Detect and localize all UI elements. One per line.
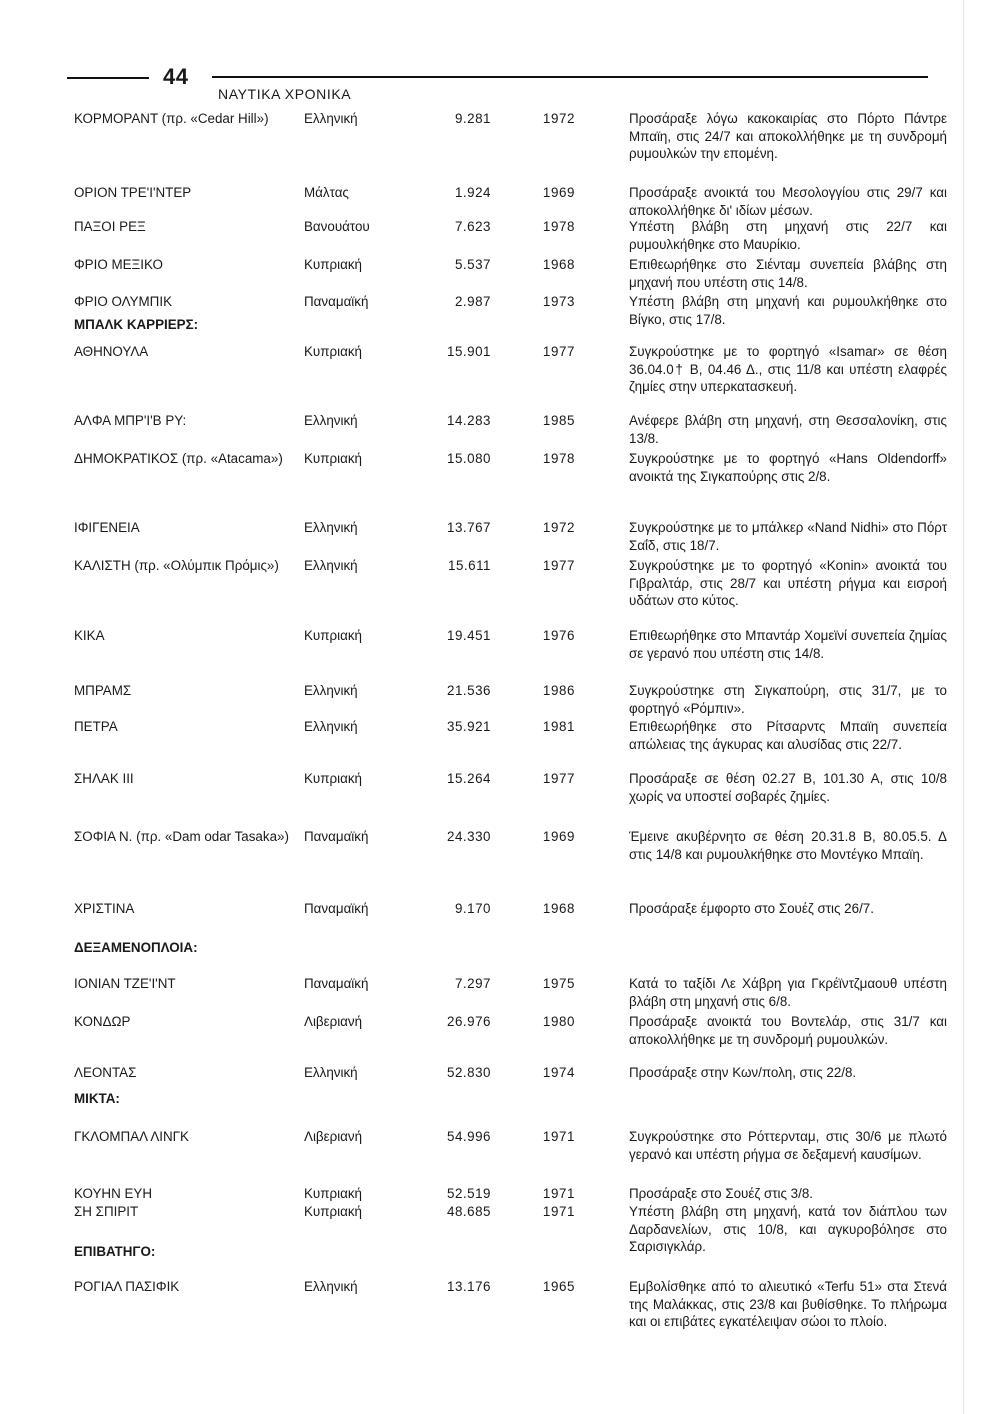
ship-flag: Μάλτας — [304, 185, 349, 200]
ship-tonnage: 15.901 — [447, 344, 491, 359]
incident-description: Επιθεωρήθηκε στο Ρίτσαρντς Μπαϊη συνεπεία απώλειας της άγκυρας και αλυσίδας στις 22/7. — [629, 719, 947, 752]
ship-name: ΑΘΗΝΟΥΛΑ — [74, 344, 149, 359]
ship-entry — [74, 770, 947, 805]
ship-tonnage: 21.536 — [447, 683, 491, 698]
incident-description: Συγκρούστηκε στο Ρόττερνταμ, στις 30/6 με πλωτό γερανό και υπέστη ρήγμα σε δεξαμενή καυσίμων. — [629, 1129, 947, 1162]
ship-tonnage: 24.330 — [447, 829, 491, 844]
section-heading: ΜΙΚΤΑ: — [74, 1091, 120, 1106]
ship-build-year: 1978 — [542, 451, 576, 466]
ship-name: ΛΕΟΝΤΑΣ — [74, 1065, 137, 1080]
ship-entry — [74, 557, 947, 610]
ship-flag: Κυπριακή — [304, 1204, 362, 1219]
ship-flag: Λιβεριανή — [304, 1014, 363, 1029]
ship-flag: Ελληνική — [304, 111, 358, 126]
ship-entry — [74, 1013, 947, 1048]
incident-description: Ανέφερε βλάβη στη μηχανή, στη Θεσσαλονίκη, στις 13/8. — [629, 413, 947, 446]
ship-entry — [74, 450, 947, 485]
ship-build-year: 1965 — [542, 1279, 576, 1294]
ship-entry — [74, 718, 947, 753]
ship-tonnage: 7.297 — [454, 976, 491, 991]
ship-flag: Ελληνική — [304, 413, 358, 428]
ship-entry — [74, 1203, 947, 1256]
ship-tonnage: 15.264 — [447, 771, 491, 786]
incident-description: Συγκρούστηκε με το μπάλκερ «Nand Nidhi» στο Πόρτ Σαΐδ, στις 18/7. — [629, 520, 947, 553]
incident-description: Υπέστη βλάβη στη μηχανή και ρυμουλκήθηκε στο Βίγκο, στις 17/8. — [629, 294, 947, 327]
ship-name: ΚΑΛΙΣΤΗ (πρ. «Ολύμπικ Πρόμις») — [74, 558, 279, 573]
ship-tonnage: 26.976 — [447, 1014, 491, 1029]
ship-entry — [74, 110, 947, 163]
ship-flag: Παναμαϊκή — [304, 294, 369, 309]
ship-entry — [74, 343, 947, 396]
section-heading: ΕΠΙΒΑΤΗΓΟ: — [74, 1244, 156, 1259]
ship-entry — [74, 682, 947, 717]
section-heading: ΜΠΑΛΚ ΚΑΡΡΙΕΡΣ: — [74, 317, 199, 332]
ship-flag: Λιβεριανή — [304, 1129, 363, 1144]
ship-tonnage: 13.176 — [447, 1279, 491, 1294]
ship-entry — [74, 975, 947, 1010]
incident-description: Εμβολίσθηκε από το αλιευτικό «Terfu 51» στα Στενά της Μαλάκκας, στις 23/8 και βυθίσθηκε. Το πλήρωμα και οι επιβάτες εγκατέλειψαν σώοι το πλοίο. — [629, 1279, 947, 1330]
ship-build-year: 1973 — [542, 294, 576, 309]
ship-build-year: 1968 — [542, 257, 576, 272]
incident-description: Συγκρούστηκε με το φορτηγό «Isamar» σε θέση 36.04.0† Β, 04.46 Δ., στις 11/8 και υπέστη ελαφρές ζημίες στην υπερκατασκευή. — [629, 344, 947, 395]
incident-description: Προσάραξε λόγω κακοκαιρίας στο Πόρτο Πάντρε Μπαϊη, στις 24/7 και αποκολλήθηκε με τη συνδρομή ρυμουλκών την επομένη. — [629, 111, 947, 162]
ship-flag: Ελληνική — [304, 520, 358, 535]
ship-tonnage: 5.537 — [454, 257, 491, 272]
incident-description: Προσάραξε έμφορτο στο Σουέζ στις 26/7. — [629, 901, 874, 916]
ship-entry — [74, 1064, 947, 1082]
ship-name: ΔΗΜΟΚΡΑΤΙΚΟΣ (πρ. «Atacama») — [74, 451, 283, 466]
ship-name: ΙΟΝΙΑΝ ΤΖΕ'Ι'ΝΤ — [74, 976, 176, 991]
ship-build-year: 1981 — [542, 719, 576, 734]
ship-tonnage: 14.283 — [447, 413, 491, 428]
incident-description: Προσάραξε ανοικτά του Μεσολογγίου στις 29/7 και αποκολλήθηκε δι' ιδίων μέσων. — [629, 185, 947, 218]
ship-flag: Παναμαϊκή — [304, 829, 369, 844]
ship-name: ΓΚΛΟΜΠΑΛ ΛΙΝΓΚ — [74, 1129, 189, 1144]
header-rule-left — [67, 77, 149, 79]
ship-name: ΣΟΦΙΑ Ν. (πρ. «Dam odar Tasaka») — [74, 829, 289, 844]
ship-name: ΑΛΦΑ ΜΠΡ'Ι'Β ΡΥ: — [74, 413, 187, 428]
ship-build-year: 1977 — [542, 771, 576, 786]
ship-tonnage: 19.451 — [447, 628, 491, 643]
ship-build-year: 1968 — [542, 901, 576, 916]
ship-tonnage: 54.996 — [447, 1129, 491, 1144]
ship-entry — [74, 900, 947, 918]
ship-flag: Κυπριακή — [304, 257, 362, 272]
ship-flag: Κυπριακή — [304, 771, 362, 786]
ship-tonnage: 9.281 — [454, 111, 491, 126]
ship-flag: Ελληνική — [304, 683, 358, 698]
ship-entry — [74, 828, 947, 863]
ship-build-year: 1971 — [542, 1129, 576, 1144]
ship-build-year: 1978 — [542, 219, 576, 234]
ship-entry — [74, 1185, 947, 1203]
incident-description: Προσάραξε στο Σουέζ στις 3/8. — [629, 1186, 813, 1201]
ship-build-year: 1969 — [542, 829, 576, 844]
ship-flag: Ελληνική — [304, 1065, 358, 1080]
ship-name: ΡΟΓΙΑΛ ΠΑΣΙΦΙΚ — [74, 1279, 180, 1294]
ship-tonnage: 35.921 — [447, 719, 491, 734]
ship-build-year: 1972 — [542, 520, 576, 535]
ship-entry — [74, 519, 947, 554]
ship-flag: Ελληνική — [304, 1279, 358, 1294]
ship-entry — [74, 627, 947, 662]
ship-tonnage: 7.623 — [454, 219, 491, 234]
ship-build-year: 1977 — [542, 344, 576, 359]
ship-build-year: 1971 — [542, 1186, 576, 1201]
ship-entry — [74, 412, 947, 447]
ship-tonnage: 48.685 — [447, 1204, 491, 1219]
incident-description: Συγκρούστηκε με το φορτηγό «Konin» ανοικτά του Γιβραλτάρ, στις 28/7 και υπέστη ρήγμα και εισροή υδάτων στο κύτος. — [629, 558, 947, 609]
ship-flag: Παναμαϊκή — [304, 901, 369, 916]
ship-flag: Κυπριακή — [304, 1186, 362, 1201]
journal-title: ΝΑΥΤΙΚΑ ΧΡΟΝΙΚΑ — [218, 86, 352, 102]
ship-build-year: 1977 — [542, 558, 576, 573]
ship-tonnage: 1.924 — [454, 185, 491, 200]
ship-tonnage: 2.987 — [454, 294, 491, 309]
ship-tonnage: 9.170 — [454, 901, 491, 916]
ship-build-year: 1986 — [542, 683, 576, 698]
ship-name: ΚΟΝΔΩΡ — [74, 1014, 131, 1029]
incident-description: Επιθεωρήθηκε στο Μπαντάρ Χομεϊνί συνεπεία ζημίας σε γερανό που υπέστη στις 14/8. — [629, 628, 947, 661]
ship-tonnage: 52.830 — [447, 1065, 491, 1080]
ship-tonnage: 15.611 — [448, 558, 491, 573]
ship-entry — [74, 293, 947, 328]
incident-description: Έμεινε ακυβέρνητο σε θέση 20.31.8 Β, 80.05.5. Δ στις 14/8 και ρυμουλκήθηκε στο Μοντέγκο Μπαϊη. — [629, 829, 947, 862]
ship-build-year: 1972 — [542, 111, 576, 126]
incident-description: Συγκρούστηκε στη Σιγκαπούρη, στις 31/7, με το φορτηγό «Ρόμπιν». — [629, 683, 947, 716]
incident-description: Επιθεωρήθηκε στο Σιένταμ συνεπεία βλάβης στη μηχανή που υπέστη στις 14/8. — [629, 257, 947, 290]
incident-description: Υπέστη βλάβη στη μηχανή, κατά τον διάπλου των Δαρδανελίων, στις 10/8, και αγκυροβόλησε στο Σαρισιγκλάρ. — [629, 1204, 947, 1255]
ship-build-year: 1969 — [542, 185, 576, 200]
ship-name: ΜΠΡΑΜΣ — [74, 683, 132, 698]
ship-entry — [74, 184, 947, 219]
ship-tonnage: 13.767 — [447, 520, 491, 535]
incident-description: Προσάραξε σε θέση 02.27 Β, 101.30 Α, στις 10/8 χωρίς να υποστεί σοβαρές ζημίες. — [629, 771, 947, 804]
ship-entry — [74, 1128, 947, 1163]
ship-name: ΠΕΤΡΑ — [74, 719, 118, 734]
ship-name: ΟΡΙΟΝ ΤΡΕ'Ι'ΝΤΕΡ — [74, 185, 192, 200]
ship-name: ΧΡΙΣΤΙΝΑ — [74, 901, 135, 916]
ship-name: ΚΟΡΜΟΡΑΝΤ (πρ. «Cedar Hill») — [74, 111, 269, 126]
ship-flag: Παναμαϊκή — [304, 976, 369, 991]
header-rule-right — [212, 76, 928, 78]
ship-build-year: 1985 — [542, 413, 576, 428]
ship-flag: Κυπριακή — [304, 344, 362, 359]
ship-build-year: 1971 — [542, 1204, 576, 1219]
ship-name: ΦΡΙΟ ΜΕΞΙΚΟ — [74, 257, 163, 272]
incident-description: Προσάραξε στην Κων/πολη, στις 22/8. — [629, 1065, 857, 1080]
ship-tonnage: 52.519 — [447, 1186, 491, 1201]
ship-build-year: 1974 — [542, 1065, 576, 1080]
ship-flag: Βανουάτου — [304, 219, 370, 234]
ship-entry — [74, 1278, 947, 1331]
ship-entry — [74, 218, 947, 253]
incident-description: Προσάραξε ανοικτά του Βοντελάρ, στις 31/7 και αποκολλήθηκε με τη συνδρομή ρυμουλκών. — [629, 1014, 947, 1047]
incident-description: Κατά το ταξίδι Λε Χάβρη για Γκρέϊντζμαουθ υπέστη βλάβη στη μηχανή στις 6/8. — [629, 976, 947, 1009]
ship-flag: Κυπριακή — [304, 628, 362, 643]
page-number: 44 — [163, 64, 189, 89]
ship-name: ΠΑΞΟΙ ΡΕΞ — [74, 219, 146, 234]
incident-description: Συγκρούστηκε με το φορτηγό «Hans Oldendorff» ανοικτά της Σιγκαπούρης στις 2/8. — [629, 451, 947, 484]
ship-tonnage: 15.080 — [447, 451, 491, 466]
ship-entry — [74, 256, 947, 291]
incident-description: Υπέστη βλάβη στη μηχανή στις 22/7 και ρυμουλκήθηκε στο Μαυρίκιο. — [629, 219, 947, 252]
ship-name: ΚΟΥΗΝ ΕΥΗ — [74, 1186, 153, 1201]
ship-build-year: 1976 — [542, 628, 576, 643]
ship-flag: Κυπριακή — [304, 451, 362, 466]
ship-build-year: 1975 — [542, 976, 576, 991]
ship-name: ΣΗ ΣΠΙΡΙΤ — [74, 1204, 139, 1219]
section-heading: ΔΕΞΑΜΕΝΟΠΛΟΙΑ: — [74, 940, 198, 955]
ship-name: ΦΡΙΟ ΟΛΥΜΠΙΚ — [74, 294, 173, 309]
ship-name: ΙΦΙΓΕΝΕΙΑ — [74, 520, 140, 535]
ship-name: ΚΙΚΑ — [74, 628, 105, 643]
ship-build-year: 1980 — [542, 1014, 576, 1029]
scan-edge-line — [963, 0, 964, 1414]
ship-flag: Ελληνική — [304, 558, 358, 573]
ship-name: ΣΗΛΑΚ ΙΙΙ — [74, 771, 134, 786]
ship-flag: Ελληνική — [304, 719, 358, 734]
